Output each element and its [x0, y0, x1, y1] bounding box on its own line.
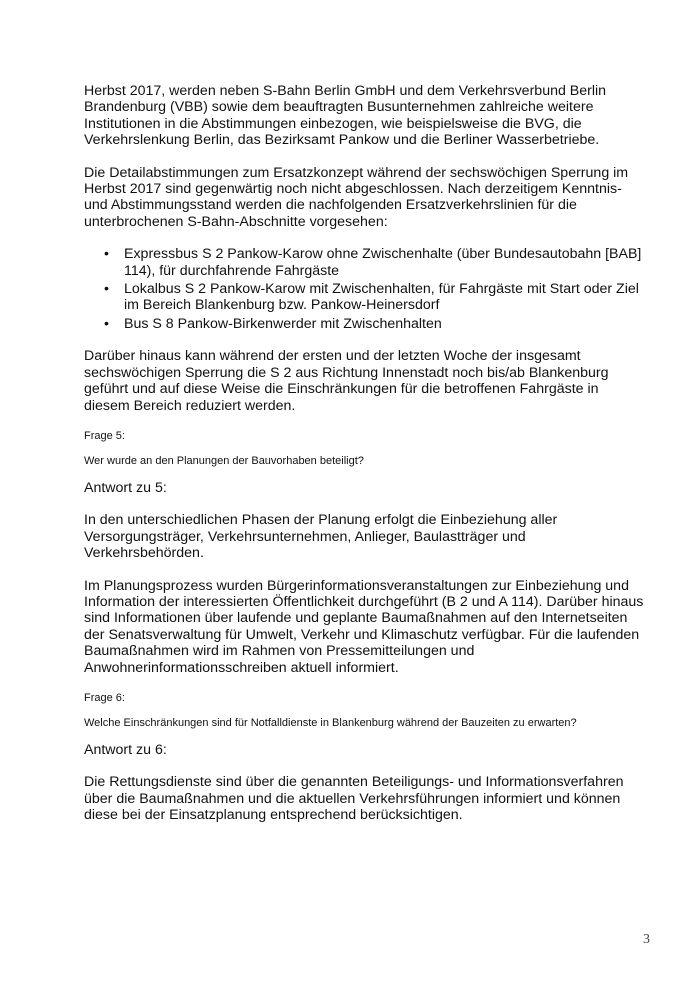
- antwort-5-heading: Antwort zu 5:: [84, 479, 167, 496]
- antwort-5-paragraph-1: In den unterschiedlichen Phasen der Planung erfolgt die Einbeziehung aller Versorgungsträger, Verkehrsunternehmen, Anlieger, Baulastträger und Verkehrsbehörden.: [84, 512, 558, 562]
- list-item: [104, 315, 644, 332]
- list-item: [104, 246, 644, 279]
- antwort-6-heading: Antwort zu 6:: [84, 741, 167, 758]
- list-item-text: Bus S 8 Pankow-Birkenwerder mit Zwischenhalten: [124, 315, 442, 332]
- frage-5-question: Wer wurde an den Planungen der Bauvorhaben beteiligt?: [84, 454, 364, 467]
- ersatzverkehr-list: [84, 246, 644, 332]
- list-item: [104, 281, 644, 314]
- antwort-6-paragraph-1: Die Rettungsdienste sind über die genannten Beteiligungs- und Informationsverfahren über die Baumaßnahmen und die aktuellen Verkehrsführungen informiert und können diese bei der Einsatzplanung entsprechend berücksichtigen.: [84, 774, 624, 824]
- list-item-text: Lokalbus S 2 Pankow-Karow mit Zwischenhalten, für Fahrgäste mit Start oder Ziel im Bereich Blankenburg bzw. Pankow-Heinersdorf: [124, 281, 639, 314]
- paragraph-darueber-hinaus: Darüber hinaus kann während der ersten und der letzten Woche der insgesamt sechswöchigen Sperrung die S 2 aus Richtung Innenstadt noch bis/ab Blankenburg geführt und auf diese Weise die Einschränkungen für die betroffenen Fahrgäste in diesem Bereich reduziert werden.: [84, 348, 609, 414]
- frage-6-label: Frage 6:: [84, 691, 125, 704]
- document-body: [84, 83, 644, 840]
- paragraph-intro: Herbst 2017, werden neben S-Bahn Berlin GmbH und dem Verkehrsverbund Berlin Brandenburg (VBB) sowie dem beauftragten Busunternehmen zahlreiche weitere Institutionen in die Abstimmungen einbezogen, wie beispielsweise die BVG, die Verkehrslenkung Berlin, das Bezirksamt Pankow und die Berliner Wasserbetriebe.: [84, 83, 607, 149]
- bullet-icon: •: [104, 281, 109, 298]
- paragraph-detailabstimmungen: Die Detailabstimmungen zum Ersatzkonzept während der sechswöchigen Sperrung im Herbst 2017 sind gegenwärtig noch nicht abgeschlossen. Nach derzeitigem Kenntnis- und Abstimmungsstand werden die nachfolgenden Ersatzverkehrslinien für die unterbrochenen S-Bahn-Abschnitte vorgesehen:: [84, 164, 629, 230]
- frage-5-label: Frage 5:: [84, 429, 125, 442]
- frage-6-question: Welche Einschränkungen sind für Notfalldienste in Blankenburg während der Bauzeiten zu erwarten?: [84, 716, 577, 729]
- bullet-icon: •: [104, 246, 109, 263]
- page-number: 3: [643, 932, 650, 947]
- antwort-5-paragraph-2: Im Planungsprozess wurden Bürgerinformationsveranstaltungen zur Einbeziehung und Information der interessierten Öffentlichkeit durchgeführt (B 2 und A 114). Darüber hinaus sind Informationen über laufende und geplante Baumaßnahmen auf den Internetseiten der Senatsverwaltung für Umwelt, Verkehr und Klimaschutz verfügbar. Für die laufenden Baumaßnahmen wird im Rahmen von Pressemitteilungen und Anwohnerinformationsschreiben aktuell informiert.: [84, 577, 644, 676]
- list-item-text: Expressbus S 2 Pankow-Karow ohne Zwischenhalte (über Bundesautobahn [BAB] 114), für durchfahrende Fahrgäste: [124, 246, 642, 279]
- bullet-icon: •: [104, 315, 109, 332]
